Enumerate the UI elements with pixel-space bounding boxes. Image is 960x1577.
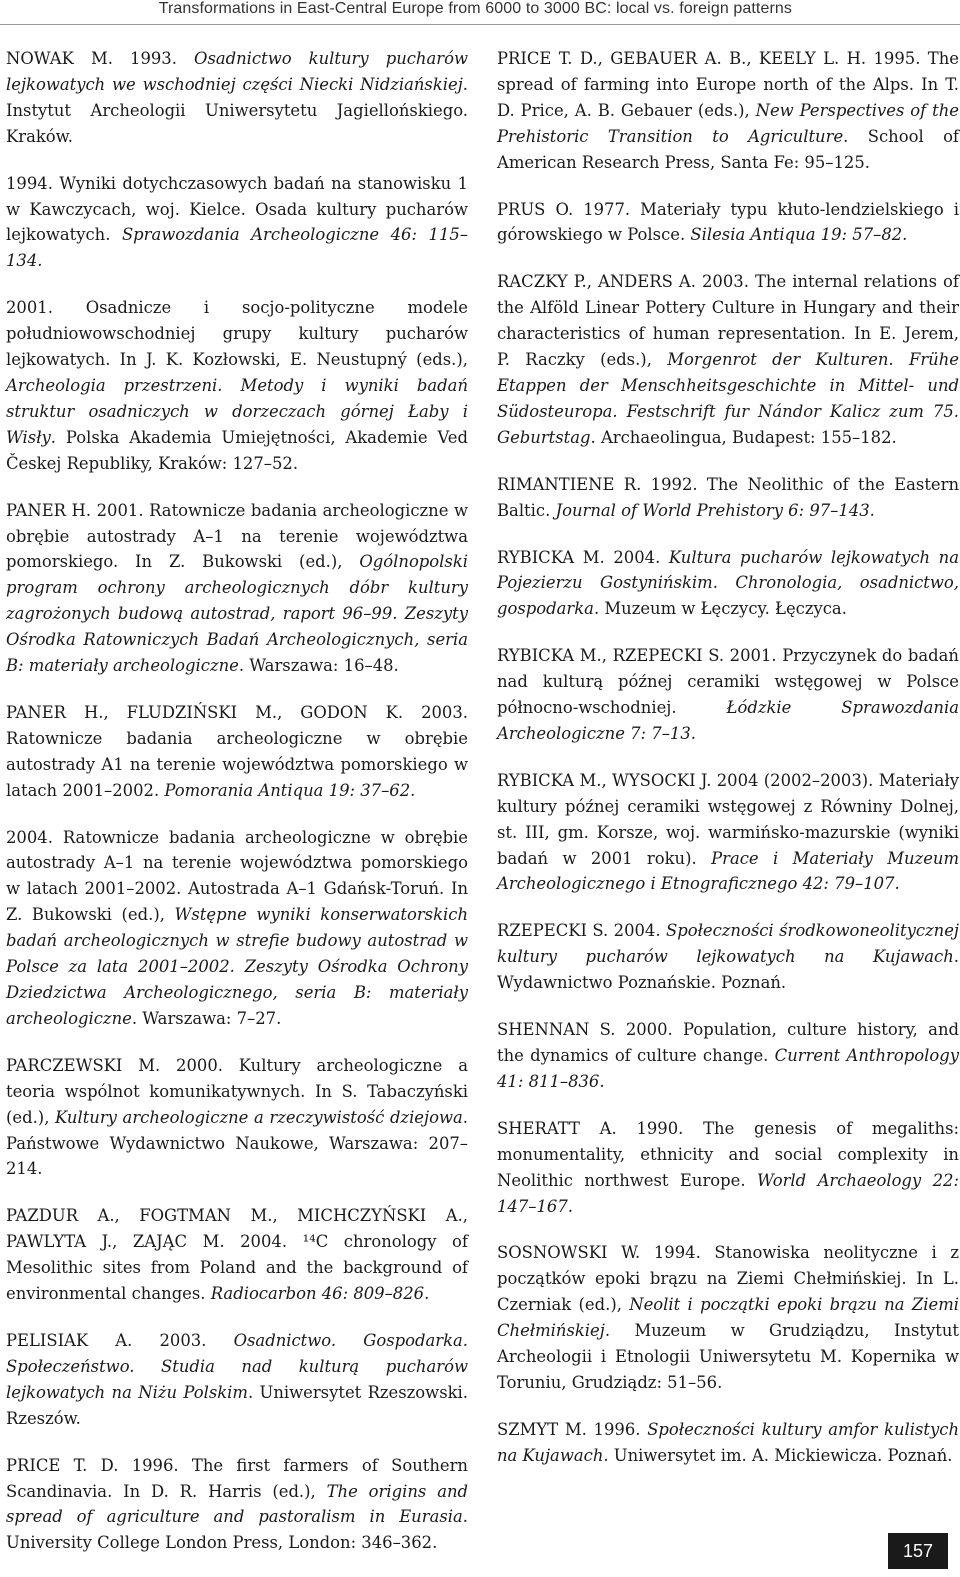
entry-text: SOSNOWSKI W. 1994. Stanowiska neolityczne i z początków epoki brązu na Ziemi Chełmińskiej. In L. Czerniak (ed.),: [497, 1243, 959, 1315]
entry-title-italic: The origins and spread of agriculture and pastoralism in Eurasia: [6, 1481, 469, 1527]
bibliography-entry: [6, 46, 468, 150]
entry-text: PRICE T. D., GEBAUER A. B., KEELY L. H. 1995. The spread of farming into Europe north of the Alps. In T. D. Price, A. B. Gebauer (eds.),: [497, 49, 959, 120]
entry-text: . Muzeum w Grudziądzu, Instytut Archeologii i Etnologii Uniwersytetu M. Kopernika w Toruniu, Grudziądz: 51–56.: [497, 1321, 959, 1392]
bibliography-entry: [497, 472, 959, 524]
bibliography-entry: [497, 46, 959, 176]
bibliography-column-right: [497, 46, 959, 1490]
entry-title-italic: Ogólnopolski program ochrony archeologicznych dóbr kultury zagrożonych budową autostrad, raport 96–99. Zeszyty Ośrodka Ratowniczych Badań Archeologicznych, seria B: materiały archeologiczne: [6, 552, 468, 676]
entry-title-italic: New Perspectives of the Prehistoric Transition to Agriculture: [497, 100, 959, 146]
entry-text: RZEPECKI S. 2004.: [497, 921, 666, 941]
running-header: [0, 0, 960, 30]
bibliography-column-left: [6, 46, 468, 1577]
entry-title-italic: Sprawozdania Archeologiczne 46: 115–134.: [6, 225, 468, 271]
entry-text: . Uniwersytet Rzeszowski. Rzeszów.: [6, 1382, 468, 1428]
entry-title-italic: Pomorania Antiqua 19: 37–62.: [164, 780, 416, 800]
bibliography-entry: [497, 1240, 959, 1395]
entry-text: PARCZEWSKI M. 2000. Kultury archeologiczne a teoria wspólnot komunikatywnych. In S. Tabaczyński (ed.),: [6, 1055, 468, 1127]
bibliography-entry: [497, 918, 959, 996]
entry-title-italic: Morgenrot der Kulturen. Frühe Etappen der Menschheitsgeschichte in Mittel- und Südosteuropa. Festschrift fur Nándor Kalicz zum 75. Geburtstag: [497, 350, 959, 447]
entry-title-italic: Silesia Antiqua 19: 57–82.: [690, 225, 908, 245]
entry-text: PANER H., FLUDZIŃSKI M., GODON K. 2003. Ratownicze badania archeologiczne w obrębie autostrady A1 na terenie województwa pomorskiego w latach 2001–2002.: [6, 702, 468, 800]
entry-text: RYBICKA M., WYSOCKI J. 2004 (2002–2003). Materiały kultury późnej ceramiki wstęgowej z Równiny Dolnej, st. III, gm. Korsze, woj. warmińsko-mazurskie (wyniki badań w 2001 roku).: [497, 770, 959, 868]
page-number: 157: [888, 1533, 948, 1569]
bibliography-entry: [497, 768, 959, 898]
entry-title-italic: Łódzkie Sprawozdania Archeologiczne 7: 7–13.: [497, 698, 959, 743]
entry-title-italic: Current Anthropology 41: 811–836.: [497, 1046, 959, 1091]
entry-text: RIMANTIENE R. 1992. The Neolithic of the Eastern Baltic.: [497, 474, 959, 520]
entry-text: RYBICKA M. 2004.: [497, 547, 669, 567]
bibliography-entry: [6, 171, 468, 275]
entry-title-italic: World Archaeology 22: 147–167.: [497, 1170, 959, 1216]
entry-text: PELISIAK A. 2003.: [6, 1330, 234, 1350]
entry-title-italic: Kultura pucharów lejkowatych na Pojezierzu Gostynińskim. Chronologia, osadnictwo, gospodarka: [497, 547, 960, 619]
entry-text: . University College London Press, London: 346–362.: [6, 1507, 468, 1553]
entry-text: PRUS O. 1977. Materiały typu kłuto-lendzielskiego i górowskiego w Polsce.: [497, 199, 959, 245]
bibliography-entry: [497, 545, 959, 623]
bibliography-entry: [497, 1116, 959, 1220]
bibliography-entry: [6, 1453, 468, 1557]
entry-text: NOWAK M. 1993.: [6, 49, 195, 68]
entry-title-italic: Neolit i początki epoki brązu na Ziemi Chełmińskiej: [497, 1295, 959, 1341]
bibliography-entry: [6, 825, 468, 1032]
entry-text: 2001. Osadnicze i socjo-polityczne modele południowowschodniej grupy kultury pucharów lejkowatych. In J. K. Kozłowski, E. Neustupný (eds.),: [6, 298, 468, 370]
entry-title-italic: Kultury archeologiczne a rzeczywistość dziejowa: [55, 1107, 463, 1127]
bibliography-entry: [497, 643, 959, 747]
entry-title-italic: Osadnictwo kultury pucharów lejkowatych we wschodniej części Niecki Nidziańskiej: [6, 49, 468, 94]
entry-text: 2004. Ratownicze badania archeologiczne w obrębie autostrady A–1 na terenie województwa pomorskiego w latach 2001–2002. Autostrada A–1 Gdańsk-Toruń. In Z. Bukowski (ed.),: [6, 827, 468, 925]
bibliography-entry: [497, 269, 959, 450]
entry-text: SHERATT A. 1990. The genesis of megaliths: monumentality, ethnicity and social complexity in Neolithic northwest Europe.: [497, 1118, 959, 1190]
entry-title-italic: Społeczności kultury amfor kulistych na Kujawach: [497, 1419, 959, 1465]
entry-text: . Archaeolingua, Budapest: 155–182.: [590, 427, 897, 447]
bibliography-entry: [497, 197, 959, 249]
bibliography-entry: [6, 700, 468, 804]
entry-title-italic: Społeczności środkowoneolitycznej kultury pucharów lejkowatych na Kujawach: [497, 921, 959, 967]
entry-text: PRICE T. D. 1996. The first farmers of Southern Scandinavia. In D. R. Harris (ed.),: [6, 1455, 468, 1501]
entry-title-italic: Wstępne wyniki konserwatorskich badań archeologicznych w strefie budowy autostrad w Polsce za lata 2001–2002. Zeszyty Ośrodka Ochrony Dziedzictwa Archeologicznego, seria B: materiały archeologiczne: [6, 905, 468, 1028]
entry-title-italic: Prace i Materiały Muzeum Archeologicznego i Etnograficznego 42: 79–107.: [497, 848, 959, 894]
bibliography-entry: [497, 1017, 959, 1095]
entry-text: . Polska Akademia Umiejętności, Akademie Ved Českej Republiky, Kraków: 127–52.: [6, 427, 468, 473]
entry-text: . Państwowe Wydawnictwo Naukowe, Warszawa: 207–214.: [6, 1107, 468, 1179]
entry-text: . Uniwersytet im. A. Mickiewicza. Poznań.: [603, 1445, 953, 1465]
entry-text: SHENNAN S. 2000. Population, culture history, and the dynamics of culture change.: [497, 1020, 959, 1065]
bibliography-entry: [6, 1328, 468, 1432]
entry-title-italic: Osadnictwo. Gospodarka. Społeczeństwo. Studia nad kulturą pucharów lejkowatych na Niżu Polskim: [6, 1330, 468, 1402]
running-title: Transformations in East-Central Europe from 6000 to 3000 BC: local vs. foreign patterns: [158, 0, 792, 17]
bibliography-entry: [6, 295, 468, 476]
entry-text: 1994. Wyniki dotychczasowych badań na stanowisku 1 w Kawczycach, woj. Kielce. Osada kultury pucharów lejkowatych.: [6, 173, 468, 245]
entry-title-italic: Archeologia przestrzeni. Metody i wyniki badań struktur osadniczych w dorzeczach górnej Łaby i Wisły: [6, 375, 468, 447]
bibliography-entry: [6, 1053, 468, 1183]
entry-text: . Wydawnictwo Poznańskie. Poznań.: [497, 947, 959, 993]
entry-text: . Warszawa: 7–27.: [131, 1008, 282, 1028]
bibliography-entry: [497, 1417, 959, 1469]
entry-text: . Instytut Archeologii Uniwersytetu Jagiellońskiego. Kraków.: [6, 74, 468, 146]
bibliography-entry: [6, 498, 468, 679]
entry-text: PAZDUR A., FOGTMAN M., MICHCZYŃSKI A., PAWLYTA J., ZAJĄC M. 2004. ¹⁴C chronology of Mesolithic sites from Poland and the background of environmental changes.: [6, 1206, 468, 1304]
entry-text: . School of American Research Press, Santa Fe: 95–125.: [497, 126, 960, 172]
entry-text: PANER H. 2001. Ratownicze badania archeologiczne w obrębie autostrady A–1 na terenie województwa pomorskiego. In Z. Bukowski (ed.),: [6, 500, 468, 572]
bibliography-entry: [6, 1203, 468, 1307]
entry-title-italic: Radiocarbon 46: 809–826.: [210, 1284, 430, 1304]
entry-text: . Muzeum w Łęczycy. Łęczyca.: [593, 599, 847, 619]
entry-text: SZMYT M. 1996.: [497, 1419, 648, 1439]
entry-text: RACZKY P., ANDERS A. 2003. The internal relations of the Alföld Linear Pottery Culture in Hungary and their characteristics of human representation. In E. Jerem, P. Raczky (eds.),: [497, 272, 959, 370]
header-rule: [0, 24, 960, 25]
entry-text: . Warszawa: 16–48.: [238, 656, 399, 676]
entry-title-italic: Journal of World Prehistory 6: 97–143.: [555, 500, 875, 520]
entry-text: RYBICKA M., RZEPECKI S. 2001. Przyczynek do badań nad kulturą późnej ceramiki wstęgowej w Polsce północno-wschodniej.: [497, 646, 959, 718]
